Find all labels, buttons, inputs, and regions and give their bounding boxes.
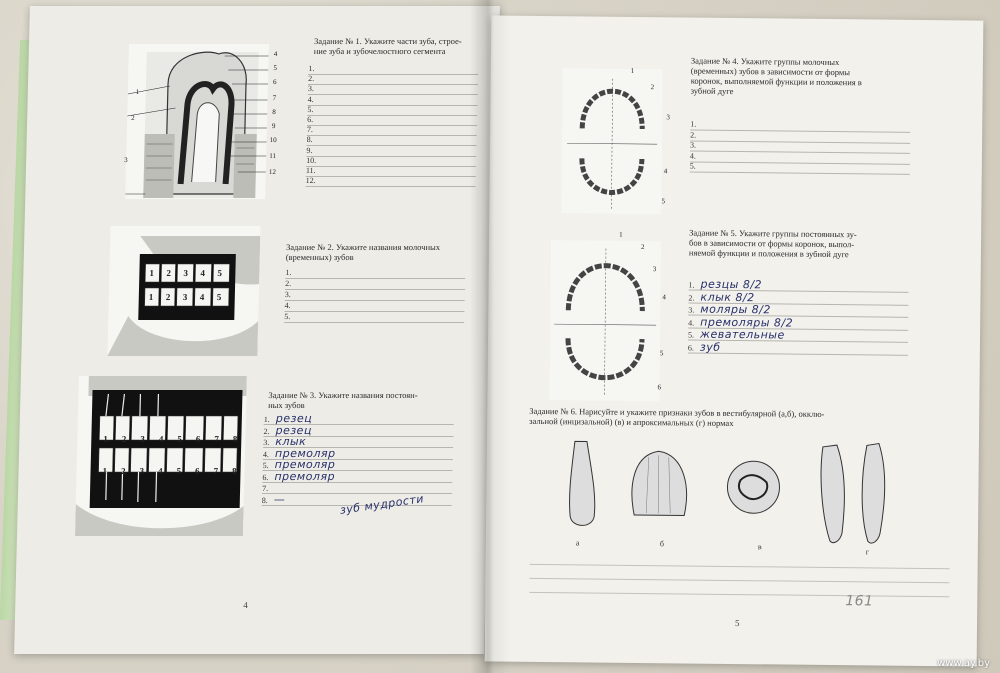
right-page-number: 5	[734, 618, 740, 629]
answer-line[interactable]	[285, 268, 465, 279]
answer-line-number: 1.	[688, 280, 695, 290]
tooth-number: 4	[157, 466, 163, 476]
answer-line-number: 3.	[263, 438, 270, 447]
answer-line-number: 9.	[306, 145, 313, 155]
answer-line-number: 5.	[307, 104, 314, 114]
handwritten-answer: зуб	[699, 340, 721, 354]
fig5-label-1: 1	[619, 230, 623, 239]
tooth-drawing-a	[562, 436, 603, 531]
permanent-arch-figure	[549, 240, 661, 401]
fig5-label-6: 6	[657, 383, 662, 392]
tooth-number: 3	[139, 466, 145, 476]
tooth-number: 5	[216, 292, 222, 302]
answer-line-number: 8.	[261, 495, 268, 505]
answer-line-number: 3.	[307, 84, 315, 94]
left-page	[14, 6, 500, 654]
answer-line-number: 6.	[687, 343, 694, 353]
answer-line-number: 5.	[284, 312, 291, 321]
fig1-label-11: 11	[269, 152, 277, 160]
answer-line-number: 4.	[689, 151, 696, 161]
handwritten-answer: жевательные	[700, 327, 785, 342]
handwritten-answer: моляры 8/2	[700, 302, 771, 317]
figure-letter-g: г	[865, 547, 870, 557]
answer-line[interactable]	[305, 176, 475, 187]
answer-line-number: 11.	[305, 166, 316, 175]
answer-line-number: 6.	[307, 115, 314, 124]
book-spine-shadow	[470, 0, 510, 673]
answer-line-number: 2.	[285, 279, 292, 288]
tooth-number: 2	[166, 268, 172, 278]
permanent-teeth-drawing	[75, 376, 247, 536]
fig4-label-5: 5	[661, 197, 666, 206]
answer-line-number: 1.	[263, 415, 270, 424]
answer-line-number: 2.	[690, 130, 697, 140]
primary-teeth-drawing	[107, 226, 260, 356]
fig1-label-3: 3	[124, 156, 128, 164]
fig4-label-3: 3	[666, 113, 670, 122]
tooth-number: 6	[195, 434, 201, 444]
figure-letter-v: в	[757, 542, 762, 552]
tooth-number: 4	[158, 434, 164, 444]
handwritten-answer: резцы 8/2	[700, 277, 763, 292]
figure-letter-a: а	[575, 538, 580, 548]
pencil-note: 161	[845, 593, 874, 610]
fig1-label-9: 9	[271, 122, 276, 130]
primary-teeth-figure	[107, 226, 260, 356]
answer-line-number: 12.	[305, 176, 316, 186]
task2-title: Задание № 2. Укажите названия молочных (временных) зубов	[285, 242, 441, 262]
fig4-label-2: 2	[650, 83, 655, 92]
answer-line-number: 4.	[284, 301, 291, 310]
right-page	[485, 15, 984, 666]
answer-line[interactable]	[688, 342, 908, 355]
permanent-arch-drawing	[549, 240, 661, 401]
fig1-label-1: 1	[135, 88, 140, 96]
handwritten-answer: премоляры 8/2	[700, 315, 794, 330]
task3-extra-answer: зуб мудрости	[339, 492, 425, 517]
fig1-label-10: 10	[269, 136, 277, 144]
task1-title: Задание № 1. Укажите части зуба, строе- ние зуба и зубочелюстного сегмента	[313, 36, 462, 56]
fig1-label-7: 7	[272, 94, 277, 102]
tooth-number: 3	[182, 292, 188, 302]
fig5-label-5: 5	[659, 349, 664, 358]
tooth-number: 7	[213, 466, 219, 476]
fig4-label-4: 4	[663, 167, 668, 176]
figure-letter-b: б	[659, 539, 664, 549]
left-page-number: 4	[243, 600, 248, 610]
tooth-number: 4	[200, 268, 206, 278]
answer-line-number: 4.	[688, 318, 695, 328]
primary-arch-drawing	[561, 68, 666, 214]
fig4-label-1: 1	[630, 66, 635, 75]
drawing-line-3	[529, 592, 949, 597]
fig1-label-6: 6	[272, 78, 277, 86]
answer-line-number: 6.	[262, 472, 269, 482]
answer-line-number: 8.	[306, 135, 313, 145]
task6-title: Задание № 6. Нарисуйте и укажите признаки зубов в вестибулярной (а,б), окклю- зальной (инцизальной) (в) и апроксимальных (г) нормах	[529, 405, 825, 428]
answer-line[interactable]	[284, 301, 464, 312]
tooth-number: 2	[120, 466, 126, 476]
fig5-label-3: 3	[652, 265, 657, 274]
tooth-drawing-d	[816, 437, 897, 548]
handwritten-answer: клык	[275, 435, 307, 448]
tooth-number: 2	[165, 292, 171, 302]
answer-line-number: 1.	[308, 64, 315, 73]
tooth-number: 5	[217, 268, 223, 278]
answer-line[interactable]	[285, 290, 465, 301]
answer-line-number: 10.	[306, 155, 317, 165]
answer-line-number: 2.	[263, 426, 270, 436]
handwritten-answer: премоляр	[274, 458, 336, 471]
answer-line[interactable]	[262, 483, 452, 494]
drawing-line-1	[530, 564, 950, 569]
primary-arch-figure	[561, 68, 666, 214]
fig5-label-4: 4	[662, 293, 666, 302]
tooth-section-drawing	[125, 44, 269, 199]
answer-line[interactable]	[688, 327, 908, 343]
drawing-line-2	[529, 578, 949, 583]
tooth-number: 1	[103, 434, 108, 444]
handwritten-answer: резец	[275, 412, 313, 425]
fig1-label-2: 2	[131, 114, 135, 122]
tooth-number: 1	[102, 466, 108, 476]
tooth-number: 5	[177, 434, 182, 444]
tooth-number: 6	[194, 466, 200, 476]
answer-line[interactable]	[690, 162, 910, 175]
answer-line-number: 7.	[306, 125, 314, 135]
answer-line-number: 5.	[262, 461, 269, 470]
answer-line[interactable]	[262, 469, 452, 483]
fig1-label-8: 8	[272, 108, 276, 116]
tooth-number: 2	[121, 434, 127, 444]
answer-line-number: 5.	[688, 330, 695, 340]
tooth-section-figure	[125, 44, 269, 199]
tooth-drawing-c	[724, 458, 783, 517]
tooth-number: 3	[183, 268, 189, 278]
handwritten-answer: клык 8/2	[700, 290, 755, 304]
task4-title: Задание № 4. Укажите группы молочных (временных) зубов в зависимости от формы коронок, выполняемой функции и положения в зубной дуге	[690, 55, 862, 96]
answer-line-number: 4.	[262, 449, 270, 459]
fig5-label-2: 2	[640, 243, 645, 252]
handwritten-answer: —	[273, 492, 286, 506]
task5-title: Задание № 5. Укажите группы постоянных зу- бов в зависимости от формы коронок, выпол- няемой функции и положения в зубной дуге	[688, 227, 857, 260]
answer-line-number: 7.	[262, 484, 269, 493]
answer-line[interactable]	[285, 279, 465, 290]
tooth-number: 8	[232, 434, 238, 444]
handwritten-answer: резец	[275, 423, 313, 437]
answer-line-number: 2.	[688, 293, 695, 303]
handwritten-answer: премоляр	[274, 446, 336, 460]
answer-line-number: 1.	[690, 119, 697, 129]
handwritten-answer: премоляр	[274, 469, 336, 483]
tooth-number: 8	[231, 466, 237, 476]
task3-title: Задание № 3. Укажите названия постоян- ных зубов	[268, 390, 418, 410]
answer-line-number: 2.	[308, 74, 315, 84]
answer-line-number: 3.	[688, 305, 695, 315]
answer-line-number: 3.	[284, 290, 291, 299]
answer-line-number: 5.	[689, 161, 696, 171]
tooth-drawing-b	[628, 447, 691, 520]
tooth-number: 5	[176, 466, 182, 476]
fig1-label-12: 12	[268, 168, 276, 176]
fig1-label-5: 5	[273, 64, 278, 72]
tooth-number: 3	[140, 434, 145, 444]
permanent-teeth-figure	[75, 376, 247, 536]
fig1-label-4: 4	[273, 50, 278, 58]
tooth-number: 4	[199, 292, 205, 302]
answer-line-number: 1.	[285, 268, 292, 277]
tooth-number: 1	[148, 292, 154, 302]
answer-line-number: 4.	[307, 94, 314, 104]
tooth-number: 1	[149, 268, 155, 278]
answer-line[interactable]	[284, 312, 464, 323]
site-watermark: www.ay.by	[937, 658, 990, 669]
answer-line-number: 3.	[690, 140, 697, 150]
tooth-number: 7	[214, 434, 219, 444]
